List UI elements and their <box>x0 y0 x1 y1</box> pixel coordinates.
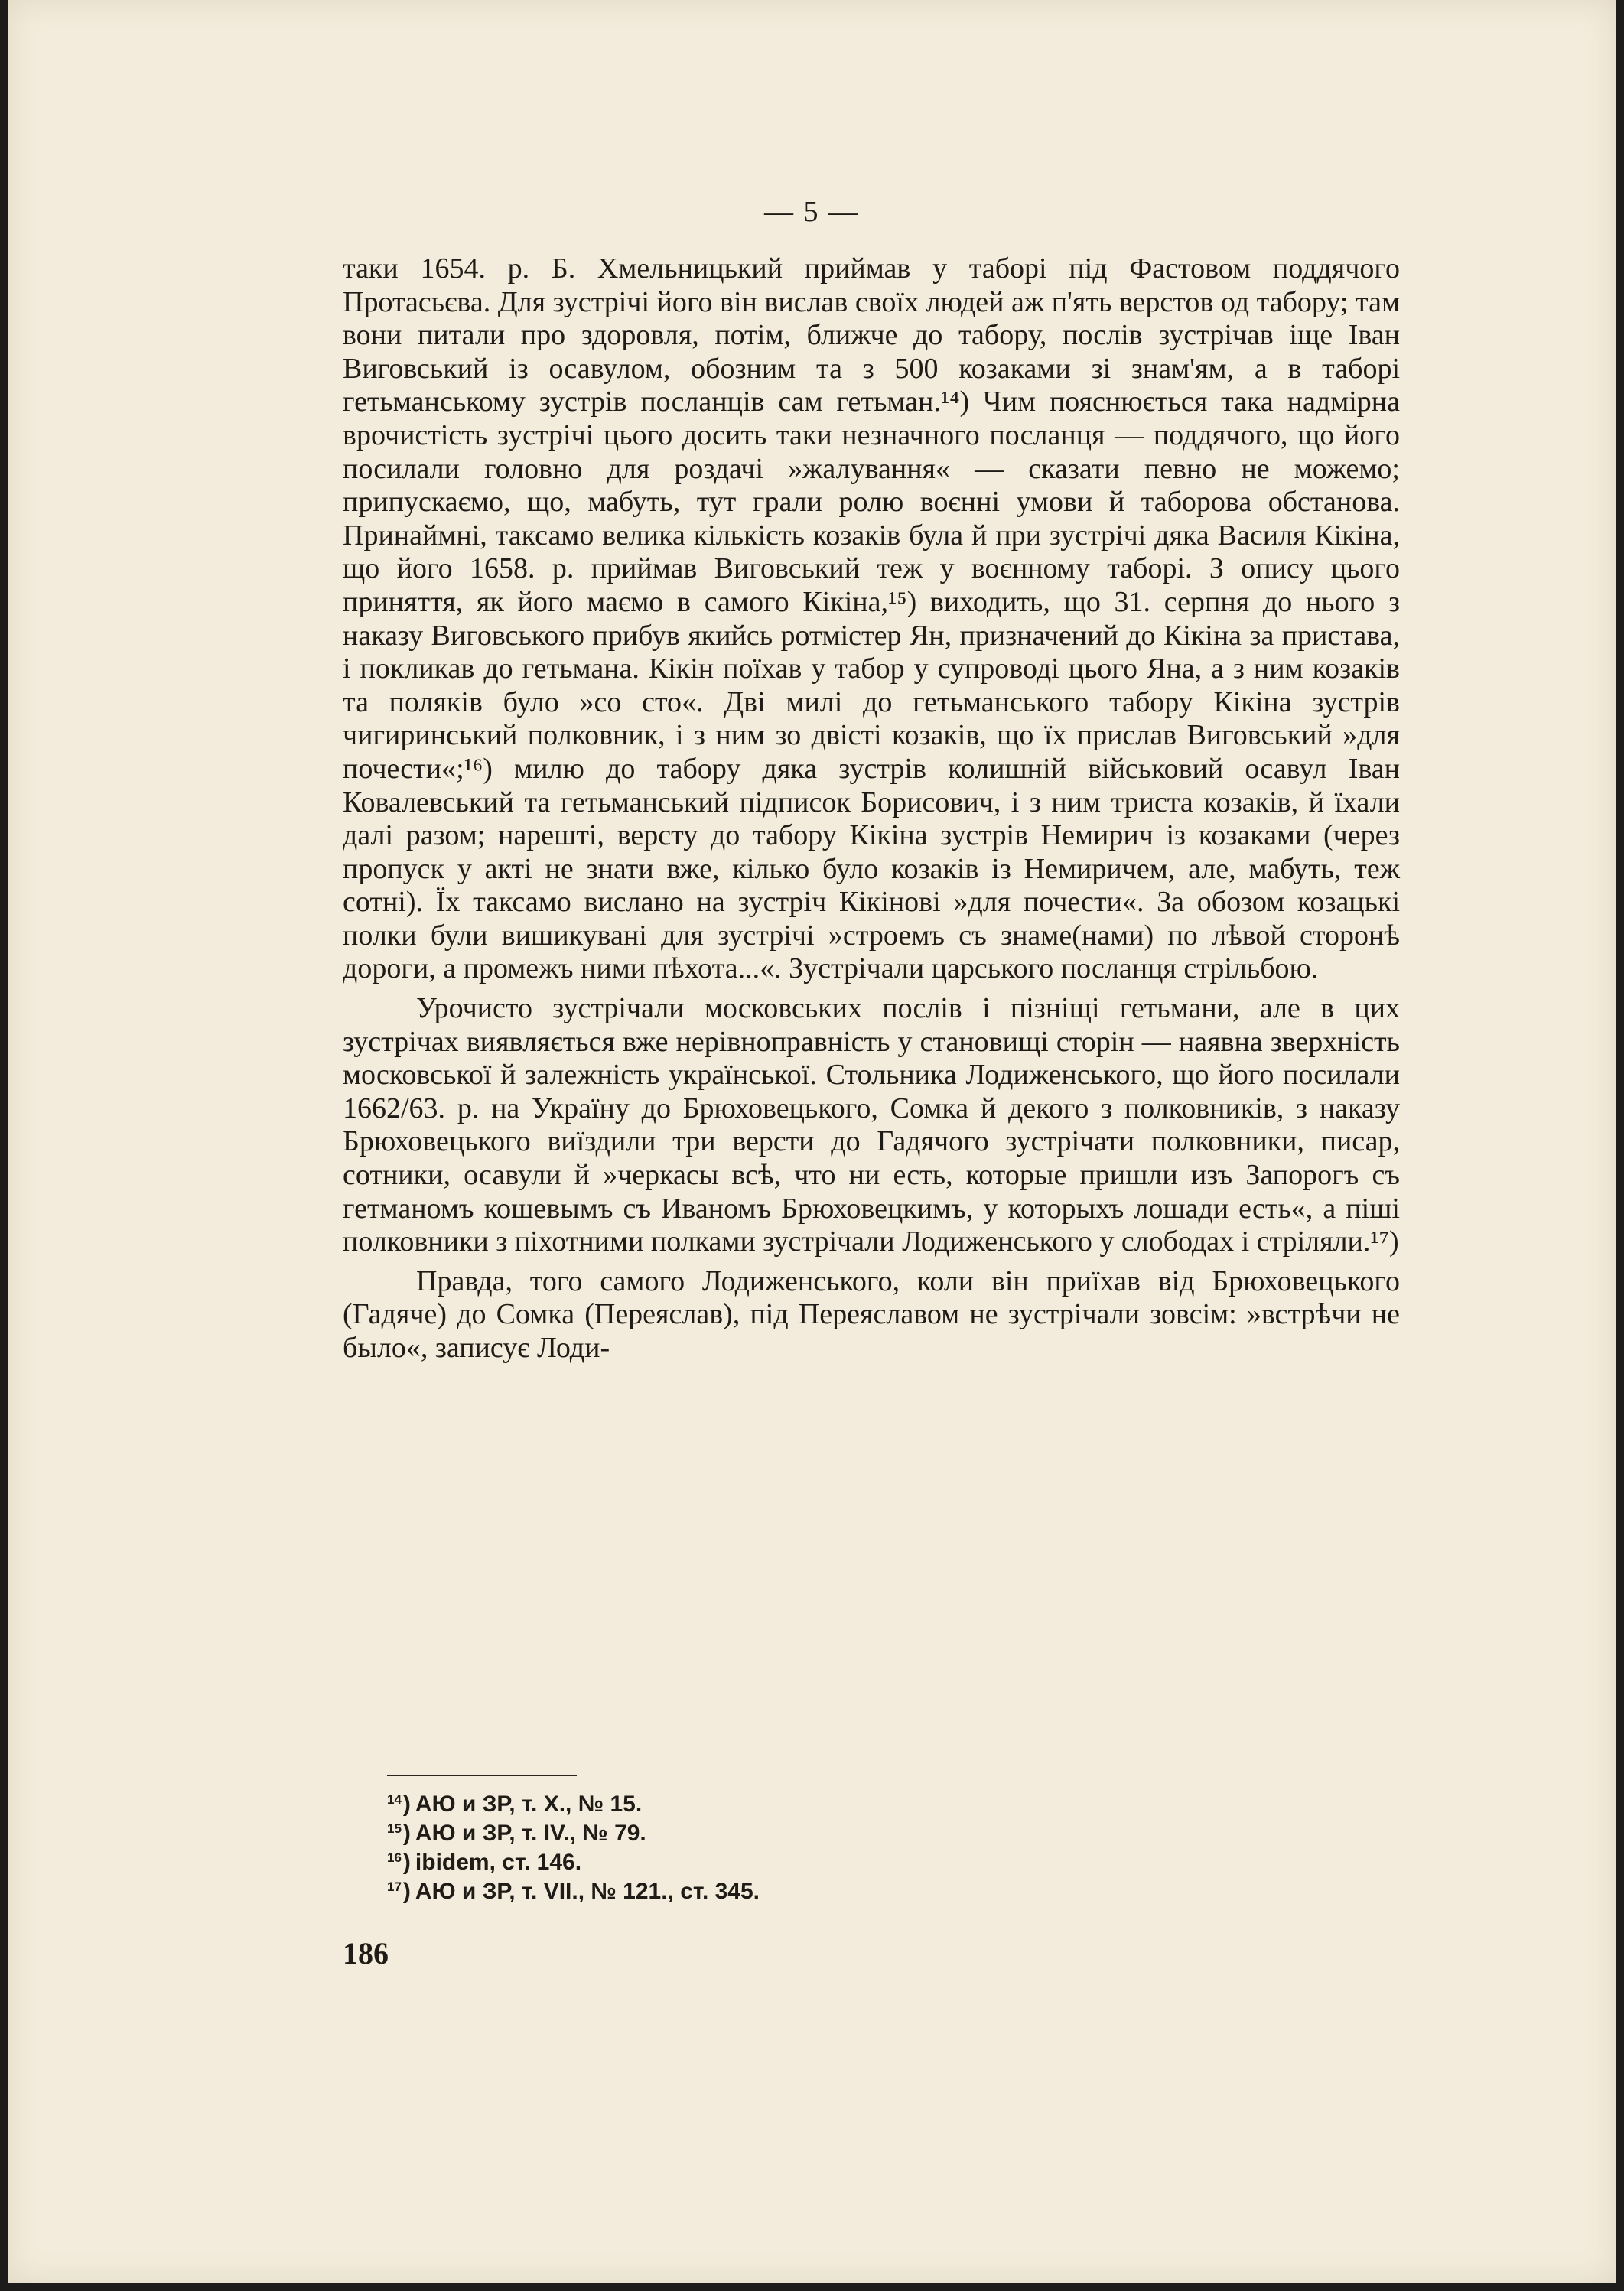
body-text <box>343 252 1400 1365</box>
paragraph-3: Правда, того самого Лодиженського, коли він приїхав від Брюховецького (Гадяче) до Сомка (Переяслав), під Переяславом не зустрічали зовсім: »встрѣчи не было«, записує Лоди- <box>343 1264 1400 1364</box>
footnote-text: АЮ и ЗР, т. VII., № 121., ст. 345. <box>415 1879 760 1904</box>
paragraph-2: Урочисто зустрічали московських послів і пізніщі гетьмани, але в цих зустрічах виявляється вже нерівноправність у становищі сторін — наявна зверхність московської й залежність української. Стольника Лодиженського, що його посилали 1662/63. р. на Україну до Брюховецького, Сомка й декого з полковників, з наказу Брюховецького виїздили три версти до Гадячого зустрічати полковники, писар, сотники, осавули й »черкасы всѣ, что ни есть, которые пришли изъ Запорогъ съ гетманомъ кошевымъ съ Иваномъ Брюховецкимъ, у которыхъ лошади есть«, а піші полковники з піхотними полками зустрічали Лодиженського у слободах і стріляли.¹⁷) <box>343 992 1400 1258</box>
footnote-text: АЮ и ЗР, т. IV., № 79. <box>415 1821 646 1846</box>
footnote-text: АЮ и ЗР, т. X., № 15. <box>415 1791 643 1817</box>
footnote-mark: 14 <box>387 1792 402 1807</box>
page-number: — 5 — <box>764 196 859 228</box>
footnote-14: $^{14}$) АЮ и ЗР, т. X., № 15. <box>387 1791 643 1817</box>
paragraph-1: таки 1654. р. Б. Хмельницький приймав у таборі під Фастовом поддячого Протасьєва. Для зустрічі його він вислав своїх людей аж п'ять верстов од табору; там вони питали про здоровля, потім, ближче до табору, послів зустрічав іще Іван Виговський із осавулом, обозним та з 500 козаками зі знам'ям, а в таборі гетьманському зустрів посланців сам гетьман.¹⁴) Чим пояснюється така надмірна врочистість зустрічі цього досить таки незначного посланця — поддячого, що його посилали головно для роздачі »жалування« — сказати певно не можемо; припускаємо, що, мабуть, тут грали ролю воєнні умови й таборова обстанова. Принаймні, таксамо велика кількість козаків була й при зустрічі дяка Василя Кікіна, що його 1658. р. приймав Виговський теж у воєнному таборі. З опису цього приняття, як його маємо в самого Кікіна,¹⁵) виходить, що 31. серпня до нього з наказу Виговського прибув якийсь ротмістер Ян, призначений до Кікіна за пристава, і покликав до гетьмана. Кікін поїхав у табор у супроводі цього Яна, а з ним козаків та поляків було »со сто«. Дві милі до гетьманського табору Кікіна зустрів чигиринський полковник, і з ним зо двісті козаків, що їх прислав Виговський »для почести«;¹⁶) милю до табору дяка зустрів колишній військовий осавул Іван Ковалевський та гетьманський підписок Борисович, і з ним триста козаків, й їхали далі разом; нарешті, версту до табору Кікіна зустрів Немирич із козаками (через пропуск у акті не знати вже, кілько було козаків із Немиричем, але, мабуть, теж сотні). Їх таксамо вислано на зустріч Кікінові »для почести«. За обозом козацькі полки були вишикувані для зустрічі »строемъ съ знаме(нами) по лѣвой сторонѣ дороги, а промежъ ними пѣхота...«. Зустрічали царського посланця стрільбою. <box>343 252 1400 985</box>
footnote-text: ibidem, ст. 146. <box>415 1850 582 1875</box>
footnote-16: $^{16}$) ibidem, ст. 146. <box>387 1850 582 1875</box>
footnote-divider <box>387 1775 577 1776</box>
footnote-mark: 16 <box>387 1850 402 1865</box>
footnote-mark: 17 <box>387 1879 402 1894</box>
sheet-number: 186 <box>343 1936 389 1970</box>
footnotes <box>387 1788 1076 1904</box>
footnote-17: $^{17}$) АЮ и ЗР, т. VII., № 121., ст. 345. <box>387 1879 760 1904</box>
footnote-mark: 15 <box>387 1821 402 1836</box>
page <box>8 0 1616 2283</box>
footnote-15: $^{15}$) АЮ и ЗР, т. IV., № 79. <box>387 1821 646 1846</box>
